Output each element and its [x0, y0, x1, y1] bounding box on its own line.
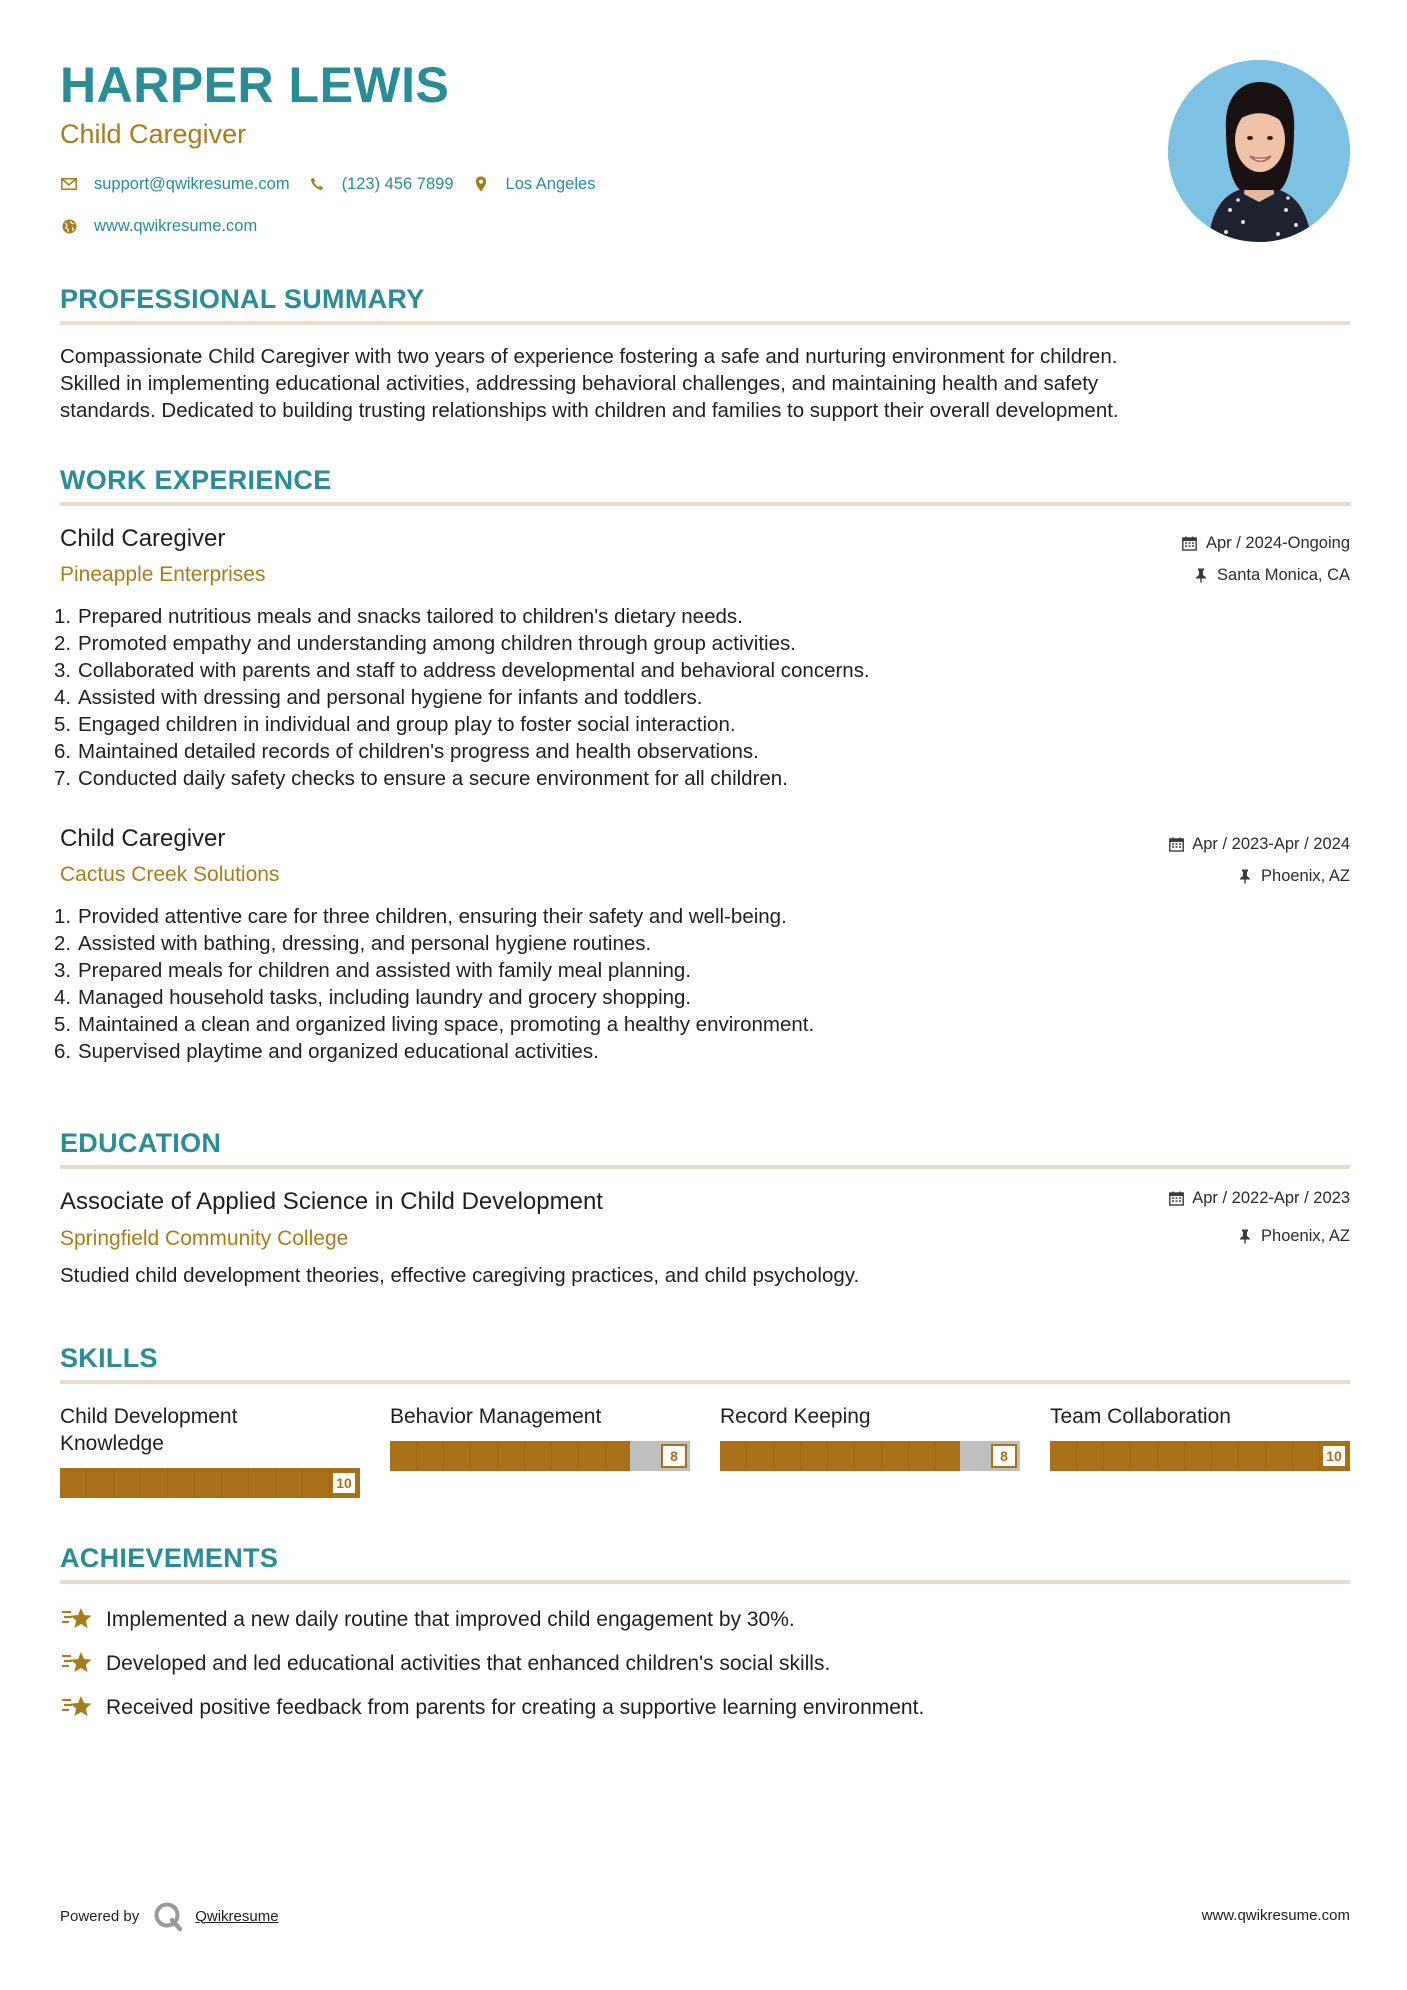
section-divider	[60, 1165, 1350, 1169]
list-item: 6. Supervised playtime and organized educational activities.	[54, 1040, 599, 1063]
calendar-icon	[1168, 1190, 1184, 1206]
calendar-icon	[1168, 836, 1184, 852]
skill-bar-fill	[390, 1441, 630, 1471]
job-title: Child Caregiver	[60, 825, 226, 852]
location-text: Los Angeles	[505, 175, 596, 193]
summary-line: standards. Dedicated to building trusting relationships with children and families to support their overall development.	[60, 399, 1119, 422]
candidate-title: Child Caregiver	[60, 119, 247, 149]
section-divider	[60, 1580, 1350, 1584]
skill-bar-fill	[60, 1468, 360, 1498]
pushpin-icon	[1193, 567, 1209, 583]
education-location: Phoenix, AZ	[1237, 1226, 1350, 1246]
list-item: 4. Managed household tasks, including laundry and grocery shopping.	[54, 986, 692, 1009]
skill-bar-fill	[1050, 1441, 1350, 1471]
skill-item	[60, 1403, 360, 1491]
list-item: 5. Engaged children in individual and group play to foster social interaction.	[54, 713, 736, 736]
calendar-icon	[1182, 535, 1198, 551]
section-divider	[60, 1380, 1350, 1384]
skill-item	[390, 1403, 690, 1464]
profile-photo	[1168, 60, 1350, 242]
qwikresume-logo-icon	[153, 1901, 183, 1931]
achievement-item: Received positive feedback from parents for creating a supportive learning environment.	[60, 1693, 924, 1721]
skill-name: Behavior Management	[390, 1405, 602, 1428]
achievement-star-icon	[60, 1605, 94, 1633]
summary-text	[60, 343, 1350, 424]
section-divider	[60, 321, 1350, 325]
company-name: Cactus Creek Solutions	[60, 863, 280, 886]
list-item: 2. Promoted empathy and understanding among children through group activities.	[54, 632, 796, 655]
job-title: Child Caregiver	[60, 525, 226, 552]
skill-name: Record Keeping	[720, 1405, 871, 1428]
qwikresume-link[interactable]: Qwikresume	[195, 1907, 279, 1925]
education-dates: Apr / 2022-Apr / 2023	[1168, 1188, 1350, 1208]
job-dates: Apr / 2024-Ongoing	[1182, 533, 1350, 553]
list-item: 5. Maintained a clean and organized living space, promoting a healthy environment.	[54, 1013, 815, 1036]
education-description: Studied child development theories, effective caregiving practices, and child psychology.	[60, 1264, 860, 1287]
list-item: 3. Collaborated with parents and staff to address developmental and behavioral concerns.	[54, 659, 870, 682]
globe-icon	[60, 217, 78, 235]
pushpin-icon	[1237, 1228, 1253, 1244]
education-heading: EDUCATION	[60, 1128, 222, 1158]
skill-name: Team Collaboration	[1050, 1405, 1231, 1428]
list-item: 3. Prepared meals for children and assisted with family meal planning.	[54, 959, 692, 982]
contact-row-primary	[60, 174, 595, 194]
section-divider	[60, 502, 1350, 506]
job-dates: Apr / 2023-Apr / 2024	[1168, 834, 1350, 854]
email-link[interactable]: support@qwikresume.com	[94, 175, 290, 193]
skill-bar	[1050, 1441, 1350, 1471]
list-item: 6. Maintained detailed records of children's progress and health observations.	[54, 740, 759, 763]
phone-link[interactable]: (123) 456 7899	[341, 175, 454, 193]
skill-score: 8	[661, 1444, 687, 1468]
skill-bar	[390, 1441, 690, 1471]
list-item: 4. Assisted with dressing and personal hygiene for infants and toddlers.	[54, 686, 703, 709]
job-bullets	[54, 603, 1254, 792]
achievement-star-icon	[60, 1649, 94, 1677]
achievement-star-icon	[60, 1693, 94, 1721]
job-location: Santa Monica, CA	[1193, 565, 1350, 585]
achievement-item: Developed and led educational activities that enhanced children's social skills.	[60, 1649, 830, 1677]
summary-heading: PROFESSIONAL SUMMARY	[60, 284, 425, 314]
job-bullets	[54, 903, 1254, 1065]
footer-powered-by: Powered by Qwikresume	[60, 1901, 279, 1931]
list-item: 1. Provided attentive care for three children, ensuring their safety and well-being.	[54, 905, 787, 928]
skills-heading: SKILLS	[60, 1343, 158, 1373]
company-name: Pineapple Enterprises	[60, 563, 266, 586]
skill-score: 10	[331, 1471, 357, 1495]
list-item: 7. Conducted daily safety checks to ensure a secure environment for all children.	[54, 767, 788, 790]
achievements-heading: ACHIEVEMENTS	[60, 1543, 279, 1573]
skill-score: 8	[991, 1444, 1017, 1468]
contact-row-secondary	[60, 216, 257, 236]
map-pin-icon	[472, 175, 490, 193]
summary-line: Skilled in implementing educational activities, addressing behavioral challenges, and maintaining health and safety	[60, 372, 1099, 395]
degree-title: Associate of Applied Science in Child Development	[60, 1188, 603, 1215]
skill-name: Child Development Knowledge	[60, 1405, 238, 1455]
list-item: 1. Prepared nutritious meals and snacks tailored to children's dietary needs.	[54, 605, 743, 628]
summary-line: Compassionate Child Caregiver with two years of experience fostering a safe and nurturing environment for children.	[60, 345, 1118, 368]
achievement-item: Implemented a new daily routine that improved child engagement by 30%.	[60, 1605, 795, 1633]
pushpin-icon	[1237, 868, 1253, 884]
website-link[interactable]: www.qwikresume.com	[94, 217, 258, 235]
skill-score: 10	[1321, 1444, 1347, 1468]
skill-bar	[720, 1441, 1020, 1471]
footer-website[interactable]: www.qwikresume.com	[1201, 1907, 1350, 1924]
skill-bar-fill	[720, 1441, 960, 1471]
school-name: Springfield Community College	[60, 1227, 349, 1250]
experience-heading: WORK EXPERIENCE	[60, 465, 332, 495]
candidate-name: HARPER LEWIS	[60, 57, 450, 113]
list-item: 2. Assisted with bathing, dressing, and personal hygiene routines.	[54, 932, 652, 955]
skill-item	[1050, 1403, 1350, 1464]
phone-icon	[308, 175, 326, 193]
skill-item	[720, 1403, 1020, 1464]
job-location: Phoenix, AZ	[1237, 866, 1350, 886]
skill-bar	[60, 1468, 360, 1498]
envelope-icon	[60, 175, 78, 193]
